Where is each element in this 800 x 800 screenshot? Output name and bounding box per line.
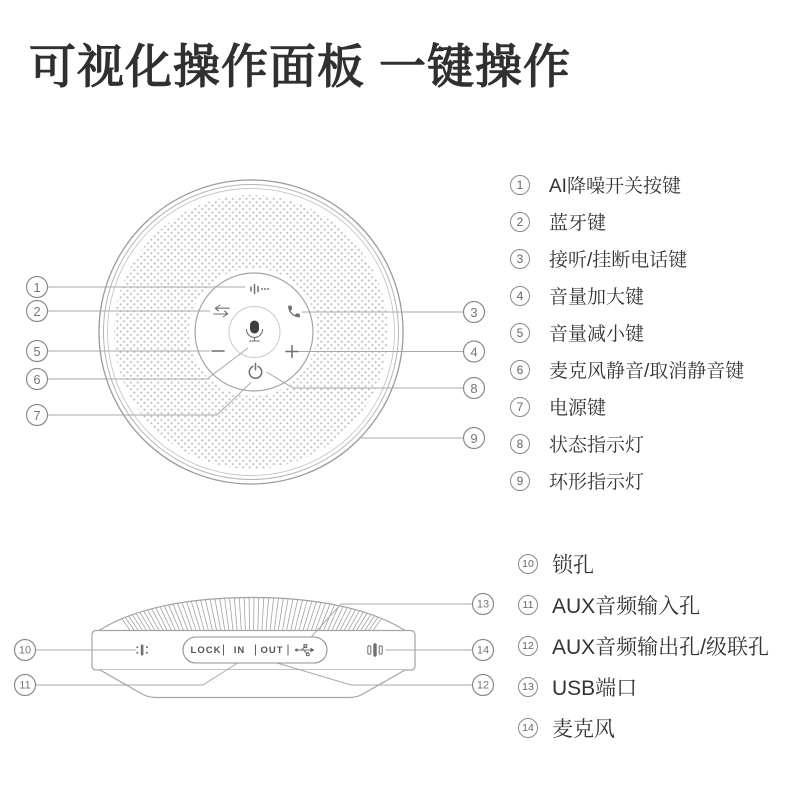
callout-marker-7 [27, 405, 48, 426]
legend-label: 麦克风静音/取消静音键 [549, 361, 745, 382]
callout-marker-3 [464, 302, 485, 323]
callout-number: 11 [19, 679, 31, 692]
port-label-in: IN [233, 645, 246, 656]
port-label-out: OUT [260, 645, 284, 656]
legend-label: 接听/挂断电话键 [549, 250, 688, 271]
legend-label: 环形指示灯 [549, 472, 645, 493]
callout-marker-11 [15, 675, 36, 696]
legend-label: 麦克风 [552, 717, 615, 741]
callout-number: 4 [470, 344, 478, 360]
callout-number: 8 [470, 381, 478, 396]
legend-number: 11 [518, 595, 538, 615]
speakerphone-side-view [0, 520, 500, 760]
callout-number: 14 [476, 644, 490, 657]
legend-label: 状态指示灯 [549, 435, 645, 456]
legend-row [510, 240, 800, 277]
legend-row [510, 166, 800, 203]
callout-number: 6 [33, 372, 41, 387]
legend-label: AUX音频输出孔/级联孔 [552, 635, 770, 659]
legend-label: AI降噪开关按键 [549, 176, 681, 197]
callout-marker-6 [27, 369, 48, 390]
legend-row [510, 425, 800, 462]
legend-row [510, 462, 800, 499]
callout-number: 13 [476, 598, 490, 611]
callout-number: 3 [470, 305, 478, 320]
callout-marker-4 [464, 341, 485, 362]
side-base [100, 670, 405, 698]
callout-marker-9 [464, 428, 485, 449]
legend-row [510, 626, 800, 667]
callout-marker-14 [473, 640, 494, 661]
speakerphone-top-view [0, 0, 500, 520]
legend-label: 音量减小键 [549, 324, 645, 345]
legend-row [510, 351, 800, 388]
legend-row [510, 707, 800, 748]
callout-marker-10 [15, 640, 36, 661]
legend-label: 锁孔 [552, 554, 594, 578]
legend-row [510, 544, 800, 585]
callout-number: 7 [33, 408, 41, 423]
legend-bottom [510, 544, 800, 748]
callout-number: 1 [33, 280, 41, 295]
port-label-lock: LOCK [190, 645, 222, 656]
port-pill [183, 637, 327, 663]
callout-number: 10 [18, 644, 32, 657]
legend-label: AUX音频输入孔 [552, 595, 701, 619]
page-title: 可视化操作面板 一键操作 [29, 40, 572, 93]
legend-number: 3 [510, 249, 530, 269]
legend-number: 8 [510, 434, 530, 454]
callout-marker-1 [27, 277, 48, 298]
legend-label: USB端口 [552, 676, 638, 700]
legend-number: 9 [510, 471, 530, 491]
callout-marker-13 [473, 594, 494, 615]
callout-number: 5 [33, 344, 41, 359]
legend-number: 6 [510, 360, 530, 380]
legend-row [510, 203, 800, 240]
legend-number: 4 [510, 286, 530, 306]
legend-number: 13 [518, 677, 538, 697]
callout-marker-2 [27, 301, 48, 322]
legend-row [510, 277, 800, 314]
callout-marker-8 [464, 378, 485, 399]
legend-number: 2 [510, 212, 530, 232]
legend-row [510, 585, 800, 626]
legend-label: 电源键 [549, 398, 607, 419]
callout-number: 12 [476, 679, 490, 692]
legend-row [510, 314, 800, 351]
legend-label: 蓝牙键 [549, 213, 607, 234]
legend-number: 5 [510, 323, 530, 343]
callout-number: 9 [470, 431, 478, 446]
legend-row [510, 388, 800, 425]
callout-marker-12 [473, 675, 494, 696]
legend-label: 音量加大键 [549, 287, 645, 308]
callout-marker-5 [27, 341, 48, 362]
legend-number: 1 [510, 175, 530, 195]
legend-number: 10 [518, 554, 538, 574]
legend-row [510, 666, 800, 707]
legend-top [510, 166, 800, 499]
legend-number: 14 [518, 718, 538, 738]
legend-number: 7 [510, 397, 530, 417]
legend-number: 12 [518, 636, 538, 656]
callout-number: 2 [33, 304, 41, 319]
